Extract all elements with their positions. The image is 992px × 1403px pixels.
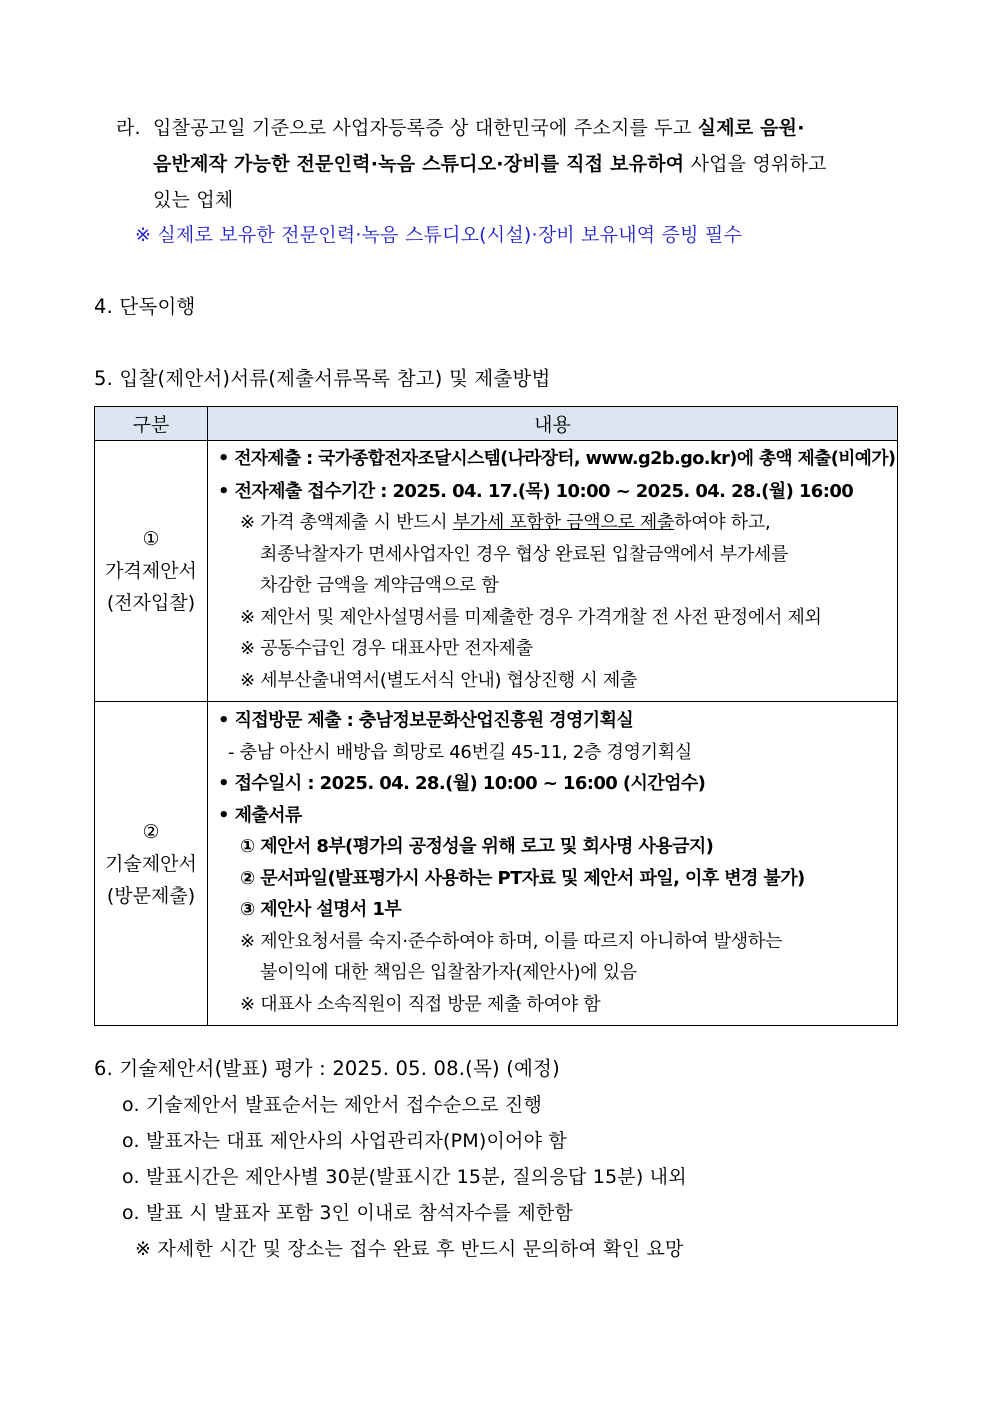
- row1-line6: ※ 제안서 및 제안사설명서를 미제출한 경우 가격개찰 전 사전 판정에서 제외: [240, 606, 822, 628]
- row2-line5: ① 제안서 8부(평가의 공정성을 위해 로고 및 회사명 사용금지): [240, 836, 714, 857]
- row2-line7: ③ 제안사 설명서 1부: [240, 899, 402, 920]
- row1-num: ①: [142, 528, 160, 550]
- item-ra-line2: [153, 151, 827, 177]
- row2-name: 기술제안서: [105, 852, 197, 875]
- table-header-row: [95, 407, 898, 441]
- row2-content: [208, 702, 898, 1026]
- row2-line4: • 제출서류: [218, 804, 302, 826]
- list-item: o. 발표자는 대표 제안사의 사업관리자(PM)이어야 함: [122, 1130, 567, 1152]
- row2-line1: • 직접방문 제출 : 충남정보문화산업진흥원 경영기획실: [218, 710, 634, 731]
- row2-category: [95, 702, 208, 1026]
- item-ra-line1-bold: 실제로 음원·: [697, 117, 805, 139]
- row1-line2: • 전자제출 접수기간 : 2025. 04. 17.(목) 10:00 ~ 2025. 04. 28.(월) 16:00: [218, 480, 854, 502]
- item-ra-line1-text: 입찰공고일 기준으로 사업자등록증 상 대한민국에 주소지를 두고: [153, 117, 698, 139]
- table-row: [95, 441, 898, 702]
- row1-line8: ※ 세부산출내역서(별도서식 안내) 협상진행 시 제출: [240, 669, 638, 691]
- section-5-title: 5. 입찰(제안서)서류(제출서류목록 참고) 및 제출방법: [94, 367, 551, 390]
- row1-line3: [218, 507, 897, 539]
- row1-line7: ※ 공동수급인 경우 대표사만 전자제출: [240, 638, 533, 659]
- item-ra-note: ※ 실제로 보유한 전문인력·녹음 스튜디오(시설)·장비 보유내역 증빙 필수: [135, 224, 743, 246]
- list-item: o. 기술제안서 발표순서는 제안서 접수순으로 진행: [122, 1094, 543, 1116]
- header-content: 내용: [208, 407, 898, 441]
- item-ra-line2-text: 사업을 영위하고: [684, 153, 827, 175]
- submission-table: [94, 406, 898, 1026]
- header-category: 구분: [95, 407, 208, 441]
- item-ra-line3: 있는 업체: [153, 189, 234, 211]
- section-6-note: ※ 자세한 시간 및 장소는 접수 완료 후 반드시 문의하여 확인 요망: [135, 1238, 684, 1260]
- section-6-title: 6. 기술제안서(발표) 평가 : 2025. 05. 08.(목) (예정): [94, 1057, 560, 1080]
- row2-sub: (방문제출): [106, 884, 196, 907]
- item-ra-marker: 라.: [116, 117, 141, 139]
- item-ra-line2-bold: 음반제작 가능한 전문인력·녹음 스튜디오·장비를 직접 보유하여: [153, 153, 685, 175]
- row1-line3-underline: 부가세 포함한 금액으로 제출: [452, 512, 675, 533]
- row2-line10: ※ 대표사 소속직원이 직접 방문 제출 하여야 함: [240, 993, 601, 1015]
- row1-line3-post: 하여야 하고,: [674, 512, 771, 533]
- row2-line3: • 접수일시 : 2025. 04. 28.(월) 10:00 ~ 16:00 (시간엄수): [218, 773, 706, 794]
- row2-line8: ※ 제안요청서를 숙지·준수하여야 하며, 이를 따르지 아니하여 발생하는: [240, 930, 783, 952]
- list-item: o. 발표 시 발표자 포함 3인 이내로 참석자수를 제한함: [122, 1202, 574, 1224]
- row1-name: 가격제안서: [105, 560, 197, 582]
- row1-sub: (전자입찰): [106, 592, 196, 614]
- row2-line2: - 충남 아산시 배방읍 희망로 46번길 45-11, 2층 경영기획실: [228, 741, 692, 763]
- row2-line9: 불이익에 대한 책임은 입찰참가자(제안사)에 있음: [260, 962, 637, 983]
- row1-line4: 최종낙찰자가 면세사업자인 경우 협상 완료된 입찰금액에서 부가세를: [260, 543, 789, 565]
- row1-content: [208, 441, 898, 702]
- row2-num: ②: [142, 820, 160, 843]
- table-row: [95, 702, 898, 1026]
- row1-category: [95, 441, 208, 702]
- row1-line5: 차감한 금액을 계약금액으로 함: [260, 575, 499, 596]
- row2-line6: ② 문서파일(발표평가시 사용하는 PT자료 및 제안서 파일, 이후 변경 불가): [240, 867, 805, 889]
- item-ra-line1: [153, 115, 805, 141]
- row1-line1: • 전자제출 : 국가종합전자조달시스템(나라장터, www.g2b.go.kr)에 총액 제출(비예가): [218, 449, 896, 469]
- section-4-title: 4. 단독이행: [94, 295, 196, 318]
- row1-line3-pre: ※ 가격 총액제출 시 반드시: [240, 512, 453, 533]
- list-item: o. 발표시간은 제안사별 30분(발표시간 15분, 질의응답 15분) 내외: [122, 1166, 687, 1188]
